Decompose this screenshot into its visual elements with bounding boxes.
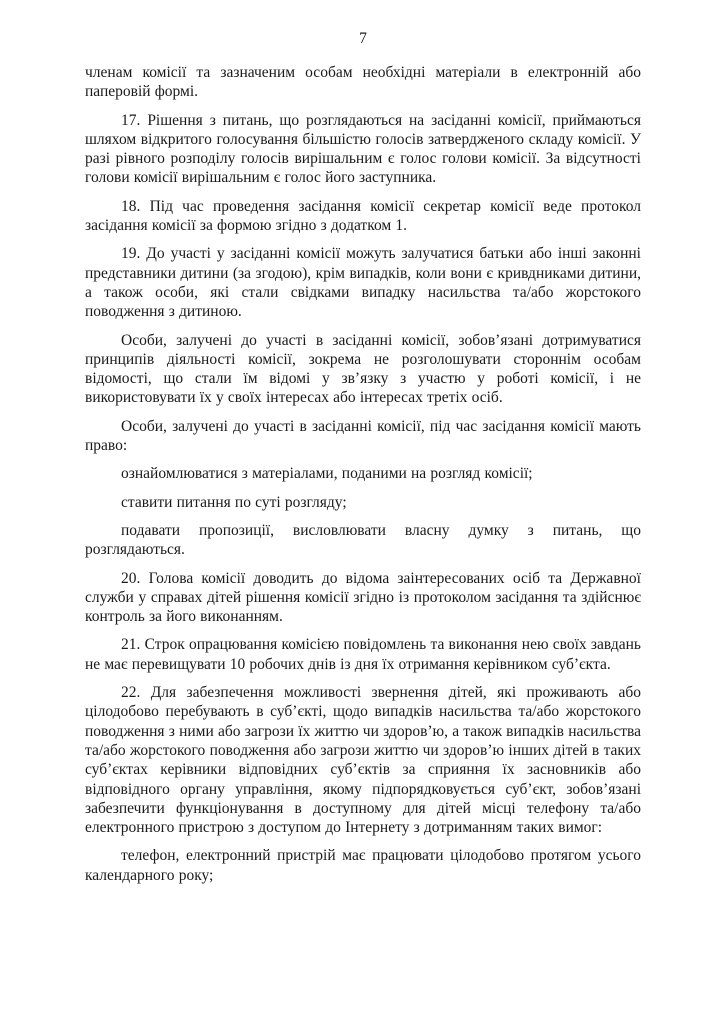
paragraph: подавати пропозиції, висловлювати власну думку з питань, що розглядаються. xyxy=(85,521,641,559)
paragraph: Особи, залучені до участі в засіданні комісії, під час засідання комісії мають право: xyxy=(85,417,641,455)
paragraph: телефон, електронний пристрій має працювати цілодобово протягом усього календарного року; xyxy=(85,847,641,884)
paragraph: 18. Під час проведення засідання комісії секретар комісії веде протокол засідання комісії за формою згідно з додатком 1. xyxy=(85,197,641,235)
paragraph: 20. Голова комісії доводить до відома заінтересованих осіб та Державної служби у справах дітей рішення комісії згідно із протоколом засідання та здійснює контроль за його виконанням. xyxy=(85,569,641,626)
paragraph: ознайомлюватися з матеріалами, поданими на розгляд комісії; xyxy=(121,465,533,483)
paragraph: членам комісії та зазначеним особам необхідні матеріали в електронній або паперовій формі. xyxy=(85,64,641,101)
paragraph: 21. Строк опрацювання комісією повідомлень та виконання нею своїх завдань не має перевищувати 10 робочих днів із дня їх отримання керівником суб’єкта. xyxy=(85,636,641,673)
paragraph: 19. До участі у засіданні комісії можуть залучатися батьки або інші законні представники дитини (за згодою), крім випадків, коли вони є кривдниками дитини, а також особи, які стали свідками випадку насильства та/або жорстокого поводження з дитиною. xyxy=(85,245,641,321)
paragraph: 22. Для забезпечення можливості звернення дітей, які проживають або цілодобово перебувають в суб’єкті, щодо випадків насильства та/або жорстокого поводження з ними або загрози їх життю чи здоров’ю, а також випадків насильства та/або жорстокого поводження або загрози життю чи здоров’ю інших дітей в таких суб’єктах керівники відповідних суб’єктів за сприяння їх засновників або відповідного органу управління, якому підпорядковується суб’єкт, зобов’язані забезпечити функціонування в доступному для дітей місці телефону та/або електронного пристрою з доступом до Інтернету з дотриманням таких вимог: xyxy=(85,684,641,837)
paragraph: ставити питання по суті розгляду; xyxy=(121,493,347,511)
page-number: 7 xyxy=(359,30,367,47)
paragraph: 17. Рішення з питань, що розглядаються на засіданні комісії, приймаються шляхом відкритого голосування більшістю голосів затвердженого складу комісії. У разі рівного розподілу голосів вирішальним є голос голови комісії. За відсутності голови комісії вирішальним є голос його заступника. xyxy=(85,111,641,187)
document-body xyxy=(85,63,641,894)
paragraph: Особи, залучені до участі в засіданні комісії, зобов’язані дотримуватися принципів діяльності комісії, зокрема не розголошувати стороннім особам відомості, що стали їм відомі у зв’язку з участю у роботі комісії, і не використовувати їх у своїх інтересах або інтересах третіх осіб. xyxy=(85,331,641,407)
